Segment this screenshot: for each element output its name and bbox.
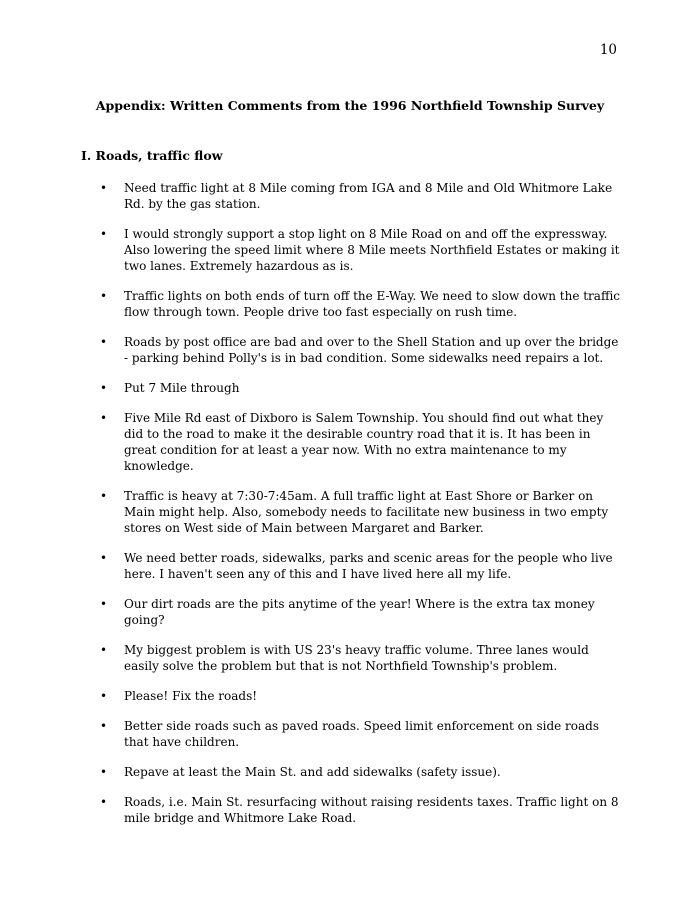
bullet-icon: •	[100, 489, 108, 503]
section-heading: I. Roads, traffic flow	[81, 148, 223, 163]
comment-item	[100, 794, 622, 826]
comment-text: Our dirt roads are the pits anytime of the year! Where is the extra tax money going?	[124, 597, 595, 627]
bullet-icon: •	[100, 227, 108, 241]
comment-item	[100, 550, 622, 582]
bullet-icon: •	[100, 289, 108, 303]
comment-item	[100, 226, 622, 274]
document-title: Appendix: Written Comments from the 1996 Northfield Township Survey	[95, 98, 605, 113]
bullet-icon: •	[100, 597, 108, 611]
comment-text: Roads by post office are bad and over to the Shell Station and up over the bridge - parking behind Polly's is in bad condition. Some sidewalks need repairs a lot.	[124, 335, 619, 365]
comment-item	[100, 180, 622, 212]
comment-text: Need traffic light at 8 Mile coming from IGA and 8 Mile and Old Whitmore Lake Rd. by the gas station.	[124, 181, 613, 211]
comment-text: Better side roads such as paved roads. Speed limit enforcement on side roads that have children.	[124, 719, 600, 749]
comment-item	[100, 596, 622, 628]
comment-text: Traffic lights on both ends of turn off the E-Way. We need to slow down the traffic flow through town. People drive too fast especially on rush time.	[124, 289, 621, 319]
comment-item	[100, 642, 622, 674]
comment-text: Repave at least the Main St. and add sidewalks (safety issue).	[124, 765, 501, 779]
comment-text: Please! Fix the roads!	[124, 689, 258, 703]
comment-item	[100, 688, 622, 704]
bullet-icon: •	[100, 551, 108, 565]
bullet-icon: •	[100, 719, 108, 733]
page-number: 10	[599, 42, 617, 58]
comment-item	[100, 764, 622, 780]
bullet-icon: •	[100, 381, 108, 395]
comment-text: I would strongly support a stop light on 8 Mile Road on and off the expressway. Also lowering the speed limit where 8 Mile meets Northfield Estates or making it two lanes. Extremely hazardous as is.	[124, 227, 620, 273]
comment-item	[100, 334, 622, 366]
comment-item	[100, 718, 622, 750]
comment-text: Put 7 Mile through	[124, 381, 240, 395]
comment-text: Roads, i.e. Main St. resurfacing without raising residents taxes. Traffic light on 8 mile bridge and Whitmore Lake Road.	[124, 795, 619, 825]
comment-text: Traffic is heavy at 7:30-7:45am. A full traffic light at East Shore or Barker on Main might help. Also, somebody needs to facilitate new business in two empty stores on West side of Main between Margaret and Barker.	[124, 489, 609, 535]
comment-item	[100, 380, 622, 396]
bullet-icon: •	[100, 689, 108, 703]
bullet-icon: •	[100, 643, 108, 657]
bullet-icon: •	[100, 765, 108, 779]
comment-item	[100, 410, 622, 474]
bullet-icon: •	[100, 795, 108, 809]
comment-text: Five Mile Rd east of Dixboro is Salem Township. You should find out what they did to the road to make it the desirable country road that it is. It has been in great condition for at least a year now. With no extra maintenance to my knowledge.	[124, 411, 604, 473]
bullet-icon: •	[100, 181, 108, 195]
comment-text: My biggest problem is with US 23's heavy traffic volume. Three lanes would easily solve the problem but that is not Northfield Township's problem.	[124, 643, 589, 673]
comment-list	[100, 180, 622, 840]
bullet-icon: •	[100, 411, 108, 425]
comment-item	[100, 288, 622, 320]
bullet-icon: •	[100, 335, 108, 349]
comment-text: We need better roads, sidewalks, parks and scenic areas for the people who live here. I haven't seen any of this and I have lived here all my life.	[124, 551, 613, 581]
comment-item	[100, 488, 622, 536]
